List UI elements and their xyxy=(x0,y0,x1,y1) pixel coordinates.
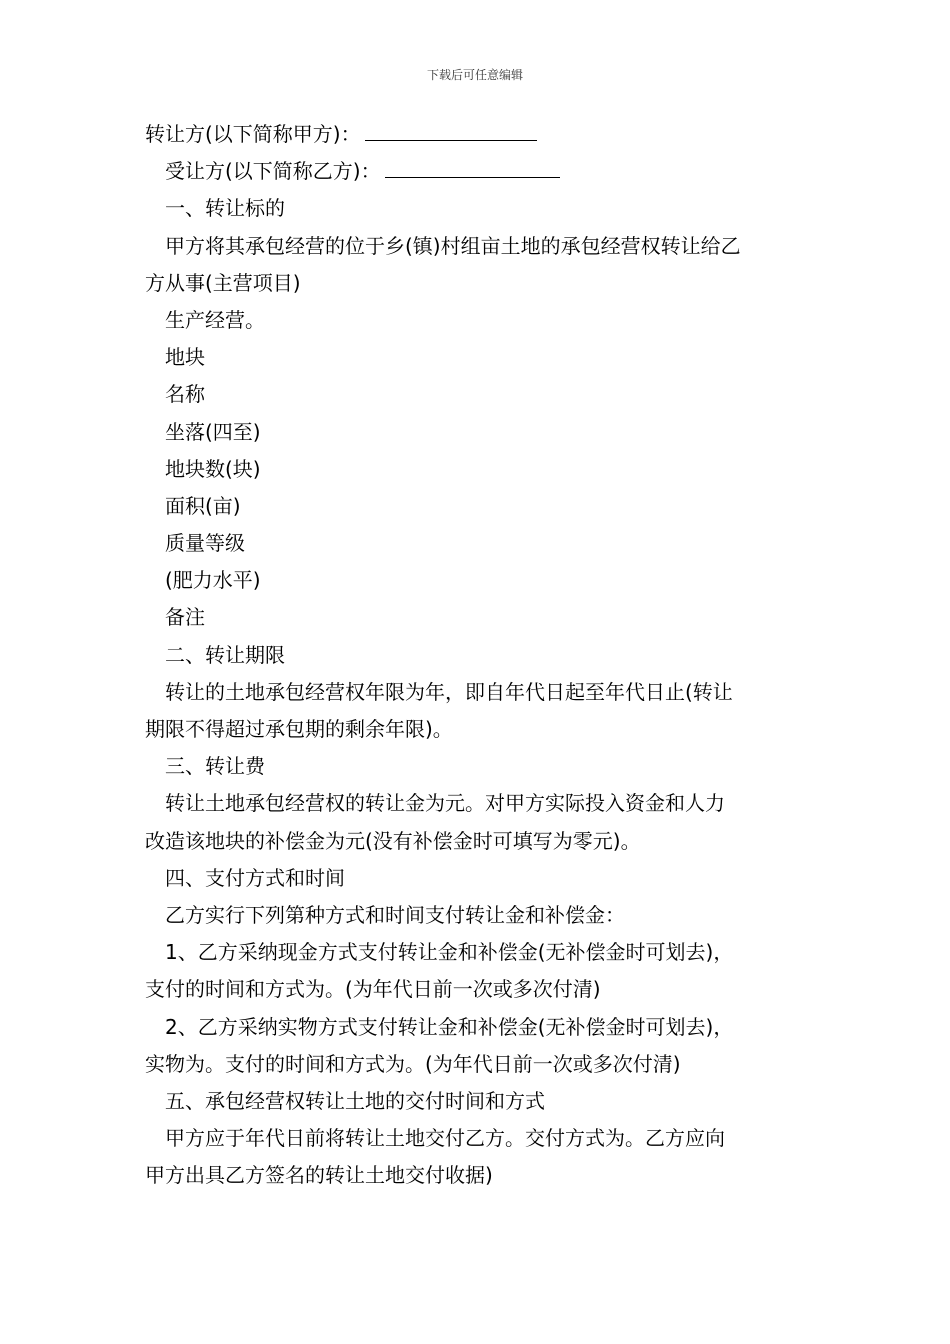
document-line: 甲方将其承包经营的位于乡(镇)村组亩土地的承包经营权转让给乙 xyxy=(165,233,741,258)
document-line: 二、转让期限 xyxy=(165,642,285,667)
document-line: 地块数(块) xyxy=(165,456,261,481)
document-line: 三、转让费 xyxy=(165,754,265,779)
document-line: 乙方实行下列第种方式和时间支付转让金和补偿金： xyxy=(165,902,625,927)
document-line: 一、转让标的 xyxy=(165,196,285,221)
document-line: 坐落(四至) xyxy=(165,419,261,444)
document-line: 四、支付方式和时间 xyxy=(165,865,345,890)
document-line: 名称 xyxy=(165,382,205,407)
document-line: 改造该地块的补偿金为元(没有补偿金时可填写为零元)。 xyxy=(145,828,641,853)
document-line: 甲方出具乙方签名的转让土地交付收据) xyxy=(145,1163,493,1188)
document-line: 实物为。支付的时间和方式为。(为年代日前一次或多次付清) xyxy=(145,1051,681,1076)
document-line: 甲方应于年代日前将转让土地交付乙方。交付方式为。乙方应向 xyxy=(165,1126,725,1151)
document-line: 支付的时间和方式为。(为年代日前一次或多次付清) xyxy=(145,977,601,1002)
document-line: 2、乙方采纳实物方式支付转让金和补偿金(无补偿金时可划去)， xyxy=(165,1014,734,1039)
document-line: 备注 xyxy=(165,605,205,630)
party-a-blank xyxy=(365,120,537,141)
document-line: 质量等级 xyxy=(165,531,245,556)
document-line: 期限不得超过承包期的剩余年限)。 xyxy=(145,717,453,741)
document-line: 1、乙方采纳现金方式支付转让金和补偿金(无补偿金时可划去)， xyxy=(165,940,734,965)
party-b-line xyxy=(145,153,807,190)
document-line: 转让土地承包经营权的转让金为元。对甲方实际投入资金和人力 xyxy=(165,791,725,816)
document-line: (肥力水平) xyxy=(165,568,261,593)
header-note: 下载后可任意编辑 xyxy=(426,68,523,82)
document-lines xyxy=(145,190,807,1194)
document-line: 面积(亩) xyxy=(165,493,241,518)
document-line: 转让的土地承包经营权年限为年，即自年代日起至年代日止(转让 xyxy=(165,679,733,704)
document-line: 方从事(主营项目) xyxy=(145,270,301,295)
party-b-blank xyxy=(385,157,560,178)
document-line: 地块 xyxy=(165,345,205,370)
party-a-line xyxy=(145,116,807,153)
document-body xyxy=(145,116,807,1194)
document-line: 五、承包经营权转让土地的交付时间和方式 xyxy=(165,1088,545,1113)
document-line: 生产经营。 xyxy=(165,307,265,332)
party-b-label: 受让方(以下简称乙方)： xyxy=(165,159,381,184)
party-a-label: 转让方(以下简称甲方)： xyxy=(145,122,361,146)
